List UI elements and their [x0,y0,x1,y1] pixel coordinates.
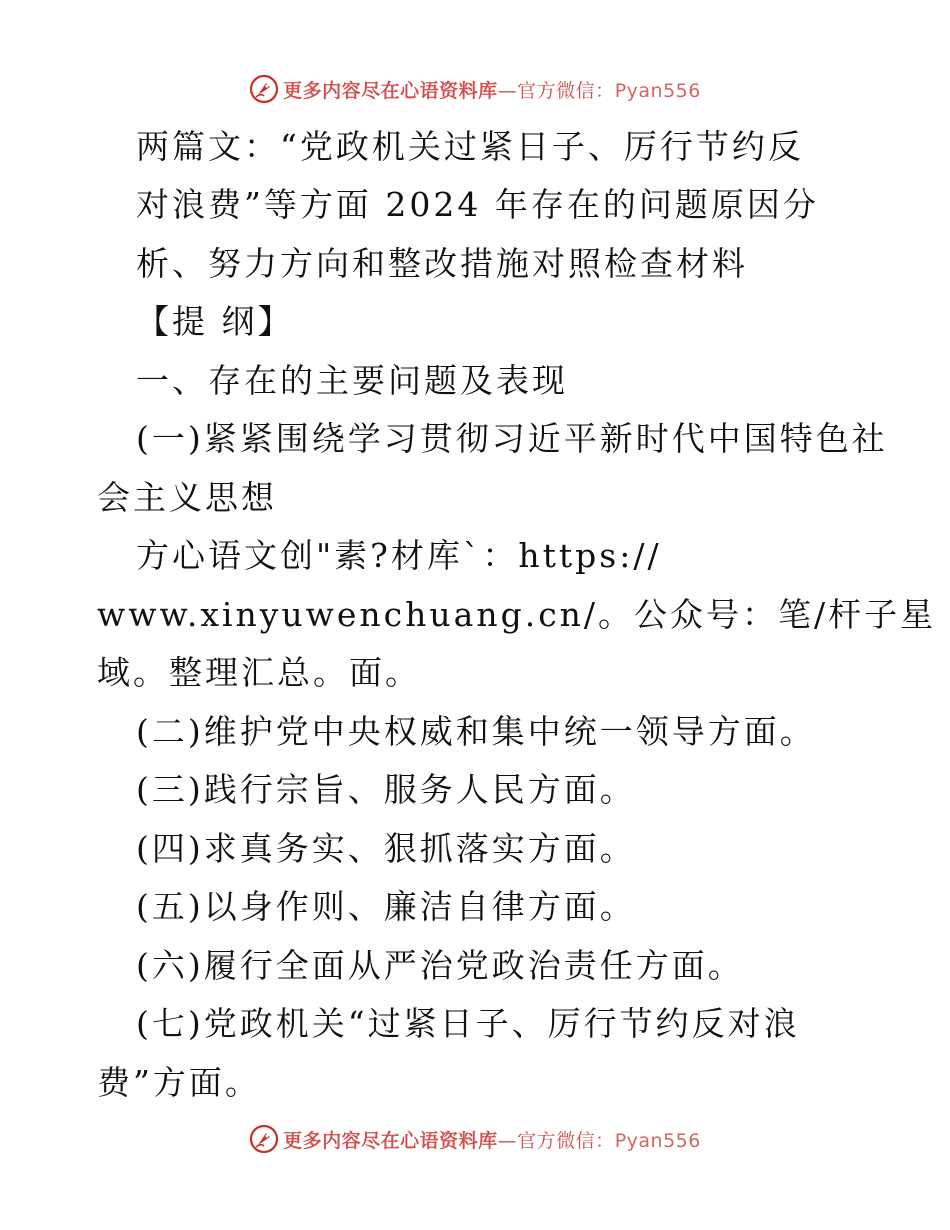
item-1-line-2: 会主义思想 [97,478,277,517]
item-1-line-1: (一)紧紧围绕学习贯彻习近平新时代中国特色社 [136,419,888,458]
pen-nib-logo-icon [249,74,279,104]
watermark-separator: — [497,1129,518,1152]
item-3: (三)践行宗旨、服务人民方面。 [136,770,636,809]
watermark-official-label: 官方微信： [517,1129,615,1152]
watermark-brand: 更多内容尽在心语资料库 [283,79,498,102]
watermark-wechat-id: Pyan556 [614,1129,701,1152]
item-7-line-1: (七)党政机关“过紧日子、厉行节约反对浪 [136,1004,800,1043]
watermark-wechat-id: Pyan556 [614,79,701,102]
item-7-line-2: 费”方面。 [97,1063,261,1102]
doc-title-line-2: 对浪费”等方面 2024 年存在的问题原因分 [136,185,819,224]
note-line-2: www.xinyuwenchuang.cn/。公众号：笔/杆子星 [97,595,937,634]
watermark-brand: 更多内容尽在心语资料库 [283,1129,498,1152]
item-5: (五)以身作则、廉洁自律方面。 [136,887,636,926]
doc-title-line-1: 两篇文：“党政机关过紧日子、厉行节约反 [136,127,804,166]
outline-heading: 【提 纲】 [136,302,294,341]
pen-nib-logo-icon [249,1124,279,1154]
doc-title-line-3: 析、努力方向和整改措施对照检查材料 [136,244,748,283]
note-line-1: 方心语文创"素?材库`：https:// [136,536,662,575]
watermark-official-label: 官方微信： [517,79,615,102]
item-6: (六)履行全面从严治党政治责任方面。 [136,946,744,985]
note-line-3: 域。整理汇总。面。 [97,653,421,692]
item-4: (四)求真务实、狠抓落实方面。 [136,829,636,868]
footer-watermark [0,1122,950,1156]
header-watermark [0,72,950,106]
section-1-heading: 一、存在的主要问题及表现 [136,361,568,400]
watermark-separator: — [497,79,518,102]
item-2: (二)维护党中央权威和集中统一领导方面。 [136,712,816,751]
